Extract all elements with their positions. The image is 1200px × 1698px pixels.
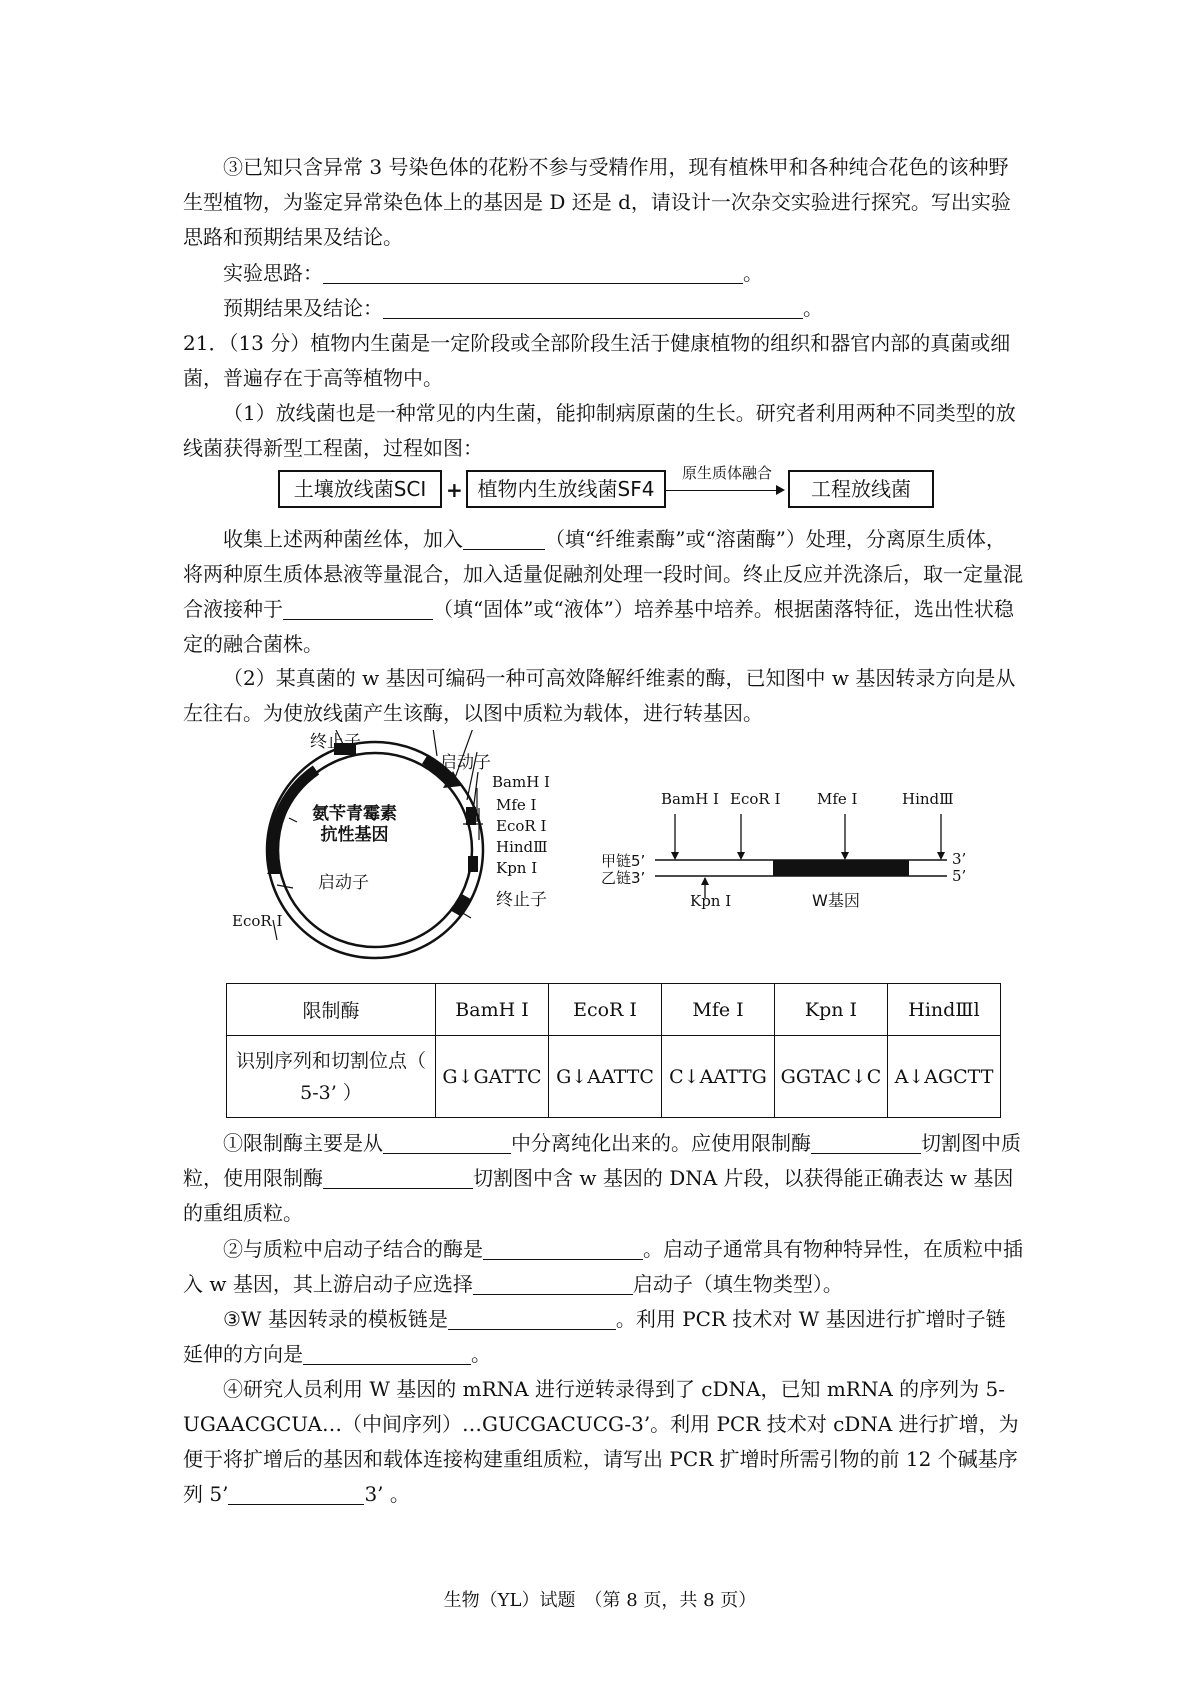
plasmid-promoter-top-label: 启动子: [440, 753, 491, 773]
p1-text-a: 收集上述两种菌丝体，加入: [223, 527, 463, 551]
ecor1-cut-arrow-icon: [737, 852, 745, 860]
q1-text-d: 切割图中含 w 基因的 DNA 片段，以获得能正确表达 w 基因的重组质粒。: [183, 1166, 1014, 1225]
plasmid-promoter-left-label: 启动子: [318, 873, 369, 893]
gene-bamh1-label: BamH I: [661, 790, 719, 808]
plasmid-terminator-bottom-label: 终止子: [496, 890, 547, 910]
flow-arrow-head-icon: [776, 485, 785, 495]
medium-choice-blank[interactable]: [283, 597, 433, 620]
expected-result-line: [183, 291, 1023, 326]
q3-template-blank[interactable]: [448, 1307, 616, 1330]
mfe1-cut-arrow-icon: [841, 852, 849, 860]
plasmid-ecor1-label: EcoR I: [496, 817, 547, 835]
mcs-segment-2: [468, 856, 478, 872]
plasmid-kpn1-label: Kpn I: [496, 859, 538, 877]
q21-part1-question: [183, 522, 1023, 662]
q21-part2: （2）某真菌的 w 基因可编码一种可高效降解纤维素的酶，已知图中 w 基因转录方向是从左往右。为使放线菌产生该酶，以图中质粒为载体，进行转基因。: [183, 666, 1016, 725]
site-cell: A↓AGCTT: [888, 1036, 1001, 1118]
flow-box-soil-actinomycete: 土壤放线菌SCI: [278, 470, 442, 508]
expected-result-label: 预期结果及结论：: [223, 296, 383, 320]
q4-text-c: 3’ 。: [364, 1482, 410, 1506]
q1-text-a: ①限制酶主要是从: [223, 1131, 383, 1155]
amp-label-line1: 氨苄青霉素: [312, 804, 397, 824]
strand-a-label: 甲链5’: [601, 852, 646, 870]
strand-b-end-label: 5’: [952, 867, 967, 885]
flow-plus: +: [446, 478, 463, 502]
mcs-segment: [466, 807, 476, 825]
expected-result-blank[interactable]: [383, 296, 803, 319]
q20-3-paragraph: ③已知只含异常 3 号染色体的花粉不参与受精作用，现有植株甲和各种纯合花色的该种野生型植物，为鉴定异常染色体上的基因是 D 还是 d，请设计一次杂交实验进行探究。写出实验思路和预期结果及结论。: [183, 155, 1011, 249]
q3-text-c: 。: [471, 1342, 491, 1366]
hind3-cut-arrow-icon: [937, 852, 945, 860]
q21-sub1: [183, 1126, 1023, 1231]
q2-text-c: 启动子（填生物类型）。: [632, 1272, 843, 1296]
q21-intro: 21．（13 分）植物内生菌是一定阶段或全部阶段生活于健康植物的组织和器官内部的真菌或细菌，普遍存在于高等植物中。: [183, 331, 1011, 390]
bamh1-cut-arrow-icon: [671, 852, 679, 860]
site-cell: G↓GATTC: [436, 1036, 549, 1118]
plasmid-ecor1-left-label: EcoR I: [232, 912, 283, 930]
row-label-cell: 识别序列和切割位点（ 5-3’ ）: [227, 1036, 436, 1118]
amp-label-line2: 抗性基因: [320, 825, 389, 845]
page-footer: 生物（YL）试题 （第 8 页，共 8 页）: [443, 1590, 757, 1611]
w-gene-label: W基因: [812, 891, 860, 910]
q21-sub2: [183, 1232, 1023, 1302]
enzyme-header-cell: EcoR I: [549, 984, 662, 1036]
q4-text-b: 5’: [209, 1482, 229, 1506]
q1-text-c: 切割图中质粒，使用限制酶: [183, 1131, 1021, 1190]
strand-a-end-label: 3’: [952, 850, 967, 868]
q3-text-b: 。利用 PCR 技术对 W 基因进行扩增时子链延伸的方向是: [183, 1307, 1006, 1366]
kpn1-cut-arrow-icon: [701, 877, 709, 885]
q2-text-b: 。启动子通常具有物种特异性，在质粒中插入 w 基因，其上游启动子应选择: [183, 1237, 1023, 1296]
enzyme-header-cell: Kpn I: [775, 984, 888, 1036]
site-cell: G↓AATTC: [549, 1036, 662, 1118]
amp-resistance-label: [312, 804, 397, 846]
experiment-idea-label: 实验思路：: [223, 261, 323, 285]
q1-text-b: 中分离纯化出来的。应使用限制酶: [511, 1131, 811, 1155]
enzyme-header-cell: HindⅢl: [888, 984, 1001, 1036]
end-mark: 。: [743, 261, 763, 285]
q21-sub4: [183, 1372, 1023, 1512]
site-cell: GGTAC↓C: [775, 1036, 888, 1118]
q21-part1: （1）放线菌也是一种常见的内生菌，能抑制病原菌的生长。研究者利用两种不同类型的放线菌获得新型工程菌，过程如图：: [183, 401, 1016, 460]
enzyme-header-cell: BamH I: [436, 984, 549, 1036]
q1-plasmid-enzyme-blank[interactable]: [811, 1131, 921, 1154]
site-cell: C↓AATTG: [662, 1036, 775, 1118]
end-mark: 。: [803, 296, 823, 320]
gene-hind3-label: HindⅢ: [902, 790, 954, 808]
q21-sub3: [183, 1302, 1023, 1372]
q4-primer-blank[interactable]: [228, 1482, 364, 1505]
p1-text-c: （填“固体”或“液体”）培养基中培养。根据菌落特征，选出性状稳定的融合菌株。: [183, 597, 1014, 656]
w-gene-fragment-diagram: [655, 810, 955, 900]
enzyme-header-cell: Mfe I: [662, 984, 775, 1036]
q3-direction-blank[interactable]: [303, 1342, 471, 1365]
restriction-enzyme-table: [226, 983, 1001, 1118]
q1-source-blank[interactable]: [383, 1131, 511, 1154]
q2-enzyme-blank[interactable]: [483, 1237, 643, 1260]
w-gene-segment: [773, 860, 909, 876]
table-row: [227, 1036, 1001, 1118]
gene-kpn1-label: Kpn I: [690, 892, 732, 910]
flow-box-engineered: 工程放线菌: [788, 470, 934, 508]
gene-mfe1-label: Mfe I: [817, 790, 858, 808]
fusion-flow-diagram: [278, 464, 958, 510]
q3-text-a: ③W 基因转录的模板链是: [223, 1307, 448, 1331]
table-header-row: [227, 984, 1001, 1036]
plasmid-terminator-top-label: 终止子: [310, 732, 361, 752]
q2-text-a: ②与质粒中启动子结合的酶是: [223, 1237, 483, 1261]
flow-arrow-label: 原生质体融合: [682, 464, 773, 482]
q1-gene-enzyme-blank[interactable]: [323, 1166, 473, 1189]
experiment-idea-line: [183, 256, 1023, 291]
enzyme-choice-blank[interactable]: [463, 527, 545, 550]
plasmid-hind3-label: HindⅢ: [496, 838, 548, 856]
q4-text-a: ④研究人员利用 W 基因的 mRNA 进行逆转录得到了 cDNA，已知 mRNA 的序列为 5-UGAACGCUA…（中间序列）…GUCGACUCG-3’。利用 PCR 技术对 cDNA 进行扩增，为便于将扩增后的基因和载体连接构建重组质粒，请写出 PCR 扩增时所需引物的前 12 个碱基序列: [183, 1377, 1019, 1506]
experiment-idea-blank[interactable]: [323, 261, 743, 284]
p1-text-b: （填“纤维素酶”或“溶菌酶”）处理，分离原生质体，将两种原生质体悬液等量混合，加入适量促融剂处理一段时间。终止反应并洗涤后，取一定量混合液接种于: [183, 527, 1023, 621]
gene-ecor1-label: EcoR I: [730, 790, 781, 808]
plasmid-mfe1-label: Mfe I: [496, 796, 537, 814]
q2-promoter-blank[interactable]: [473, 1272, 633, 1295]
flow-box-endophyte: 植物内生放线菌SF4: [466, 470, 666, 508]
table-header-cell: 限制酶: [227, 984, 436, 1036]
plasmid-bamh1-label: BamH I: [492, 773, 550, 791]
strand-b-label: 乙链3’: [601, 869, 646, 887]
flow-arrow-line: [666, 490, 778, 491]
